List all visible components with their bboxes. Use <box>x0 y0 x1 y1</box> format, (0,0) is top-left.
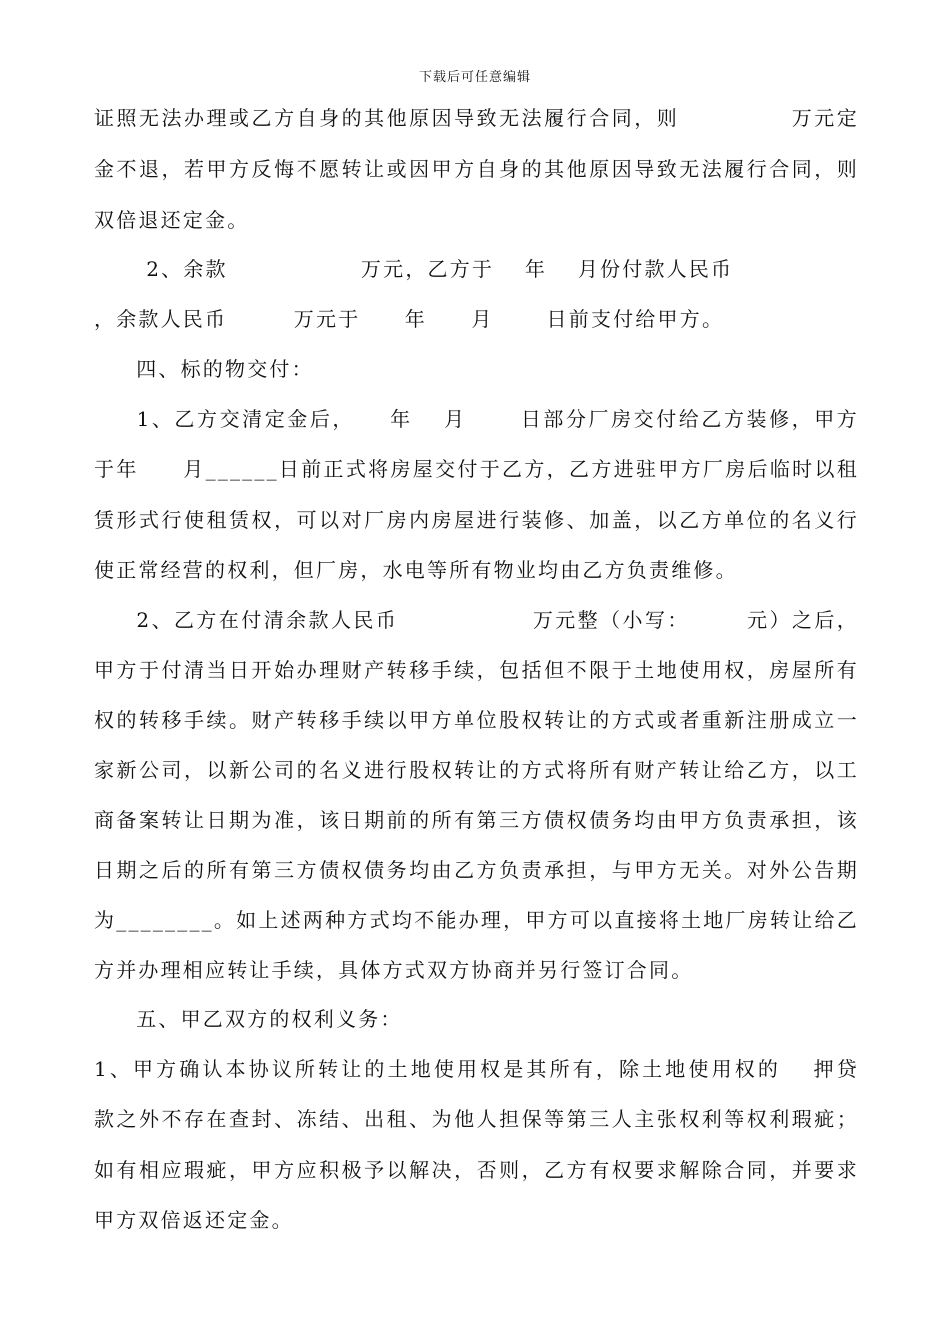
text-line: ，余款人民币 万元于 年 月 日前支付给甲方。 <box>94 307 725 331</box>
page-header: 下载后可任意编辑 <box>418 70 531 85</box>
text-line: 权的转移手续。财产转移手续以甲方单位股权转让的方式或者重新注册成立一 <box>94 708 859 732</box>
text-line: 商备案转让日期为准，该日期前的所有第三方债权债务均由甲方负责承担，该 <box>94 808 859 832</box>
section-heading: 五、甲乙双方的权利义务： <box>114 1007 403 1031</box>
text-line: 使正常经营的权利，但厂房，水电等所有物业均由乙方负责维修。 <box>94 558 738 582</box>
section-heading: 四、标的物交付： <box>114 357 314 381</box>
text-line: 双倍退还定金。 <box>94 208 250 232</box>
text-line: 于年 月______日前正式将房屋交付于乙方，乙方进驻甲方厂房后临时以租 <box>94 457 859 481</box>
text-line: 甲方双倍返还定金。 <box>94 1208 294 1232</box>
text-line: 证照无法办理或乙方自身的其他原因导致无法履行合同，则 万元定 <box>94 106 859 130</box>
text-line: 赁形式行使租赁权，可以对厂房内房屋进行装修、加盖，以乙方单位的名义行 <box>94 508 859 532</box>
text-line: 日期之后的所有第三方债权债务均由乙方负责承担，与甲方无关。对外公告期 <box>94 858 859 882</box>
text-line: 1、甲方确认本协议所转让的土地使用权是其所有，除土地使用权的 押贷 <box>94 1057 859 1081</box>
text-line: 2、乙方在付清余款人民币 万元整（小写： 元）之后， <box>114 608 859 632</box>
text-line: 为________。如上述两种方式均不能办理，甲方可以直接将土地厂房转让给乙 <box>94 908 859 932</box>
text-line: 1、乙方交清定金后， 年 月 日部分厂房交付给乙方装修，甲方 <box>114 407 859 431</box>
text-line: 方并办理相应转让手续，具体方式双方协商并另行签订合同。 <box>94 958 694 982</box>
text-line: 金不退，若甲方反悔不愿转让或因甲方自身的其他原因导致无法履行合同，则 <box>94 157 859 181</box>
text-line: 2、余款 万元，乙方于 年 月份付款人民币 <box>124 257 734 281</box>
text-line: 款之外不存在查封、冻结、出租、为他人担保等第三人主张权利等权利瑕疵； <box>94 1107 859 1131</box>
text-line: 如有相应瑕疵，甲方应积极予以解决，否则，乙方有权要求解除合同，并要求 <box>94 1158 859 1182</box>
text-line: 家新公司，以新公司的名义进行股权转让的方式将所有财产转让给乙方，以工 <box>94 758 859 782</box>
text-line: 甲方于付清当日开始办理财产转移手续，包括但不限于土地使用权，房屋所有 <box>94 658 859 682</box>
